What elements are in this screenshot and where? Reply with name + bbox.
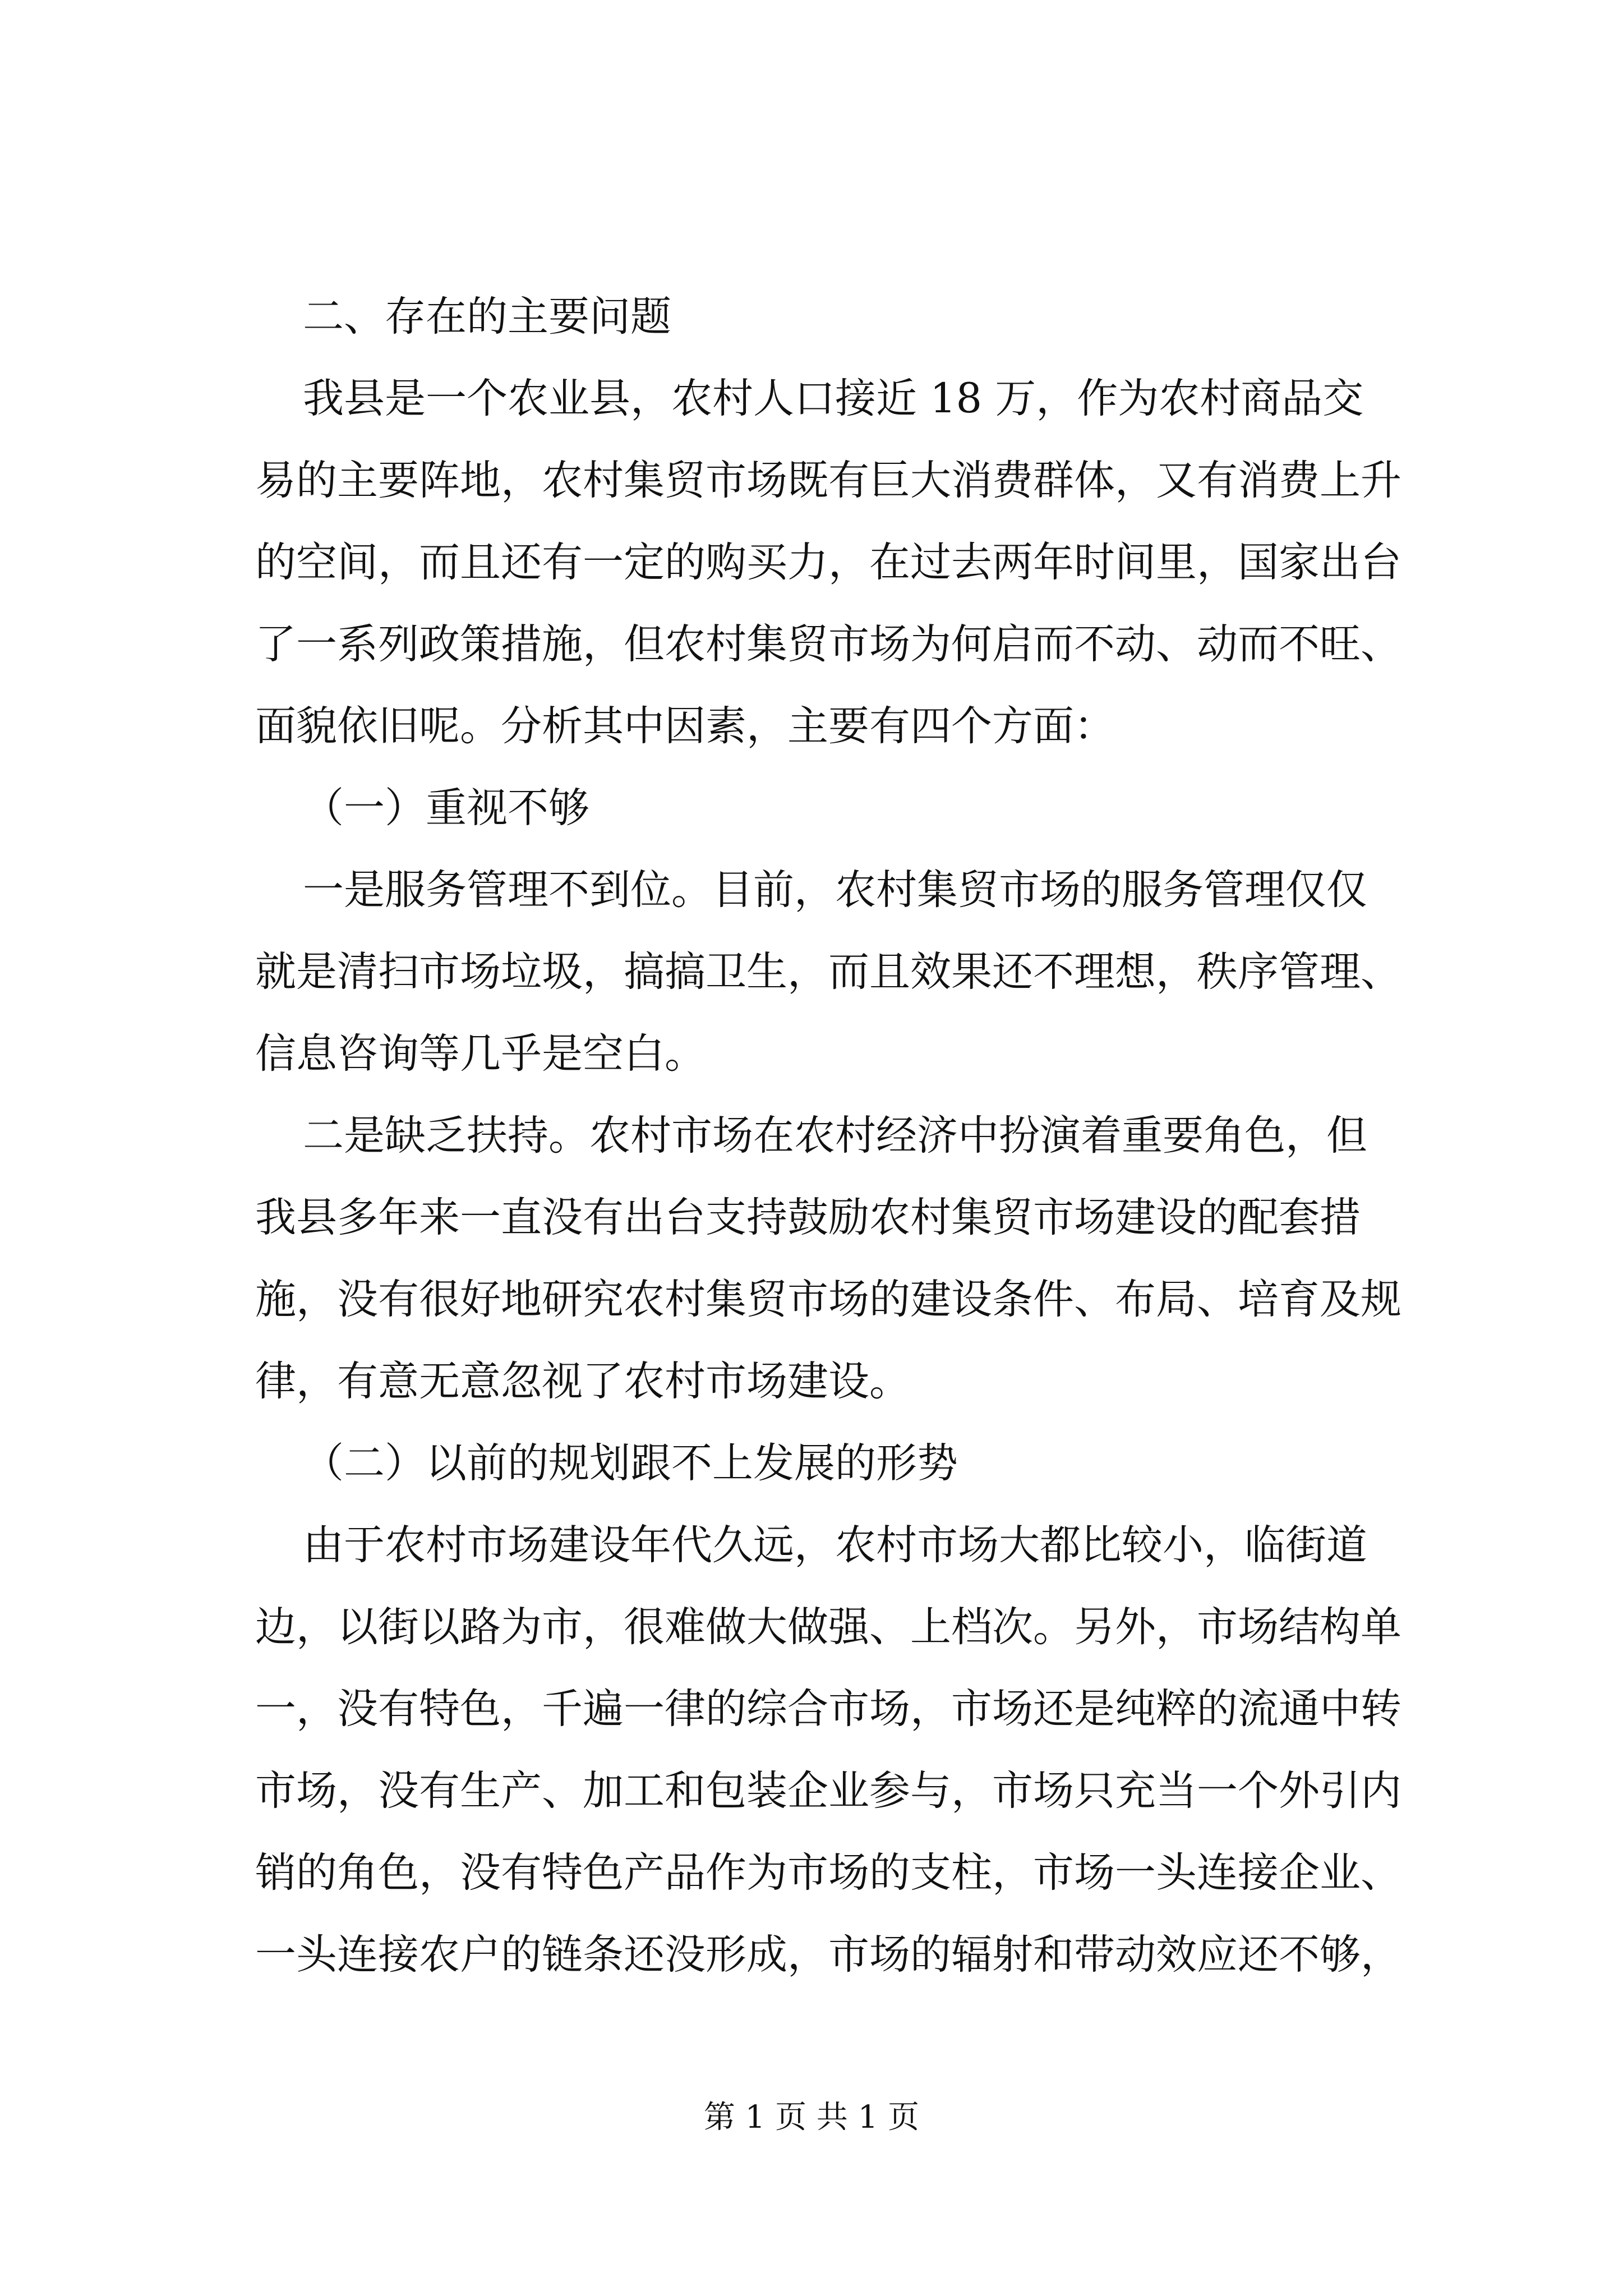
paragraph-line: 一头连接农户的链条还没形成，市场的辐射和带动效应还不够， (255, 1931, 1401, 1978)
subsection-heading-2: （二）以前的规划跟不上发展的形势 (303, 1439, 958, 1487)
paragraph-line: 面貌依旧呢。分析其中因素，主要有四个方面： (255, 702, 1115, 750)
paragraph-line: 施，没有很好地研究农村集贸市场的建设条件、布局、培育及规 (255, 1276, 1401, 1323)
paragraph-line: 律，有意无意忽视了农村市场建设。 (255, 1358, 910, 1405)
paragraph-line: 信息咨询等几乎是空白。 (255, 1030, 706, 1078)
paragraph-line: 我县是一个农业县，农村人口接近 18 万，作为农村商品交 (303, 375, 1364, 422)
paragraph-line: 销的角色，没有特色产品作为市场的支柱，市场一头连接企业、 (255, 1849, 1401, 1897)
document-body (255, 293, 1413, 2014)
paragraph-line: 易的主要阵地，农村集贸市场既有巨大消费群体，又有消费上升 (255, 457, 1401, 504)
page-footer (0, 2098, 1623, 2137)
paragraph-line: 我县多年来一直没有出台支持鼓励农村集贸市场建设的配套措 (255, 1194, 1361, 1241)
paragraph-line: 一，没有特色，千遍一律的综合市场，市场还是纯粹的流通中转 (255, 1685, 1401, 1733)
paragraph-line: 一是服务管理不到位。目前，农村集贸市场的服务管理仅仅 (303, 866, 1367, 914)
paragraph-line: 市场，没有生产、加工和包装企业参与，市场只充当一个外引内 (255, 1767, 1401, 1815)
paragraph-line: 了一系列政策措施，但农村集贸市场为何启而不动、动而不旺、 (255, 620, 1401, 668)
paragraph-line: 就是清扫市场垃圾，搞搞卫生，而且效果还不理想，秩序管理、 (255, 948, 1401, 996)
paragraph-line: 由于农村市场建设年代久远，农村市场大都比较小，临街道 (303, 1521, 1367, 1569)
paragraph-line: 边，以街以路为市，很难做大做强、上档次。另外，市场结构单 (255, 1603, 1401, 1651)
section-heading-problems: 二、存在的主要问题 (303, 293, 671, 341)
page-number-label: 第 1 页 共 1 页 (703, 2099, 920, 2136)
paragraph-line: 二是缺乏扶持。农村市场在农村经济中扮演着重要角色，但 (303, 1112, 1367, 1159)
paragraph-line: 的空间，而且还有一定的购买力，在过去两年时间里，国家出台 (255, 539, 1401, 586)
subsection-heading-1: （一）重视不够 (303, 784, 589, 832)
